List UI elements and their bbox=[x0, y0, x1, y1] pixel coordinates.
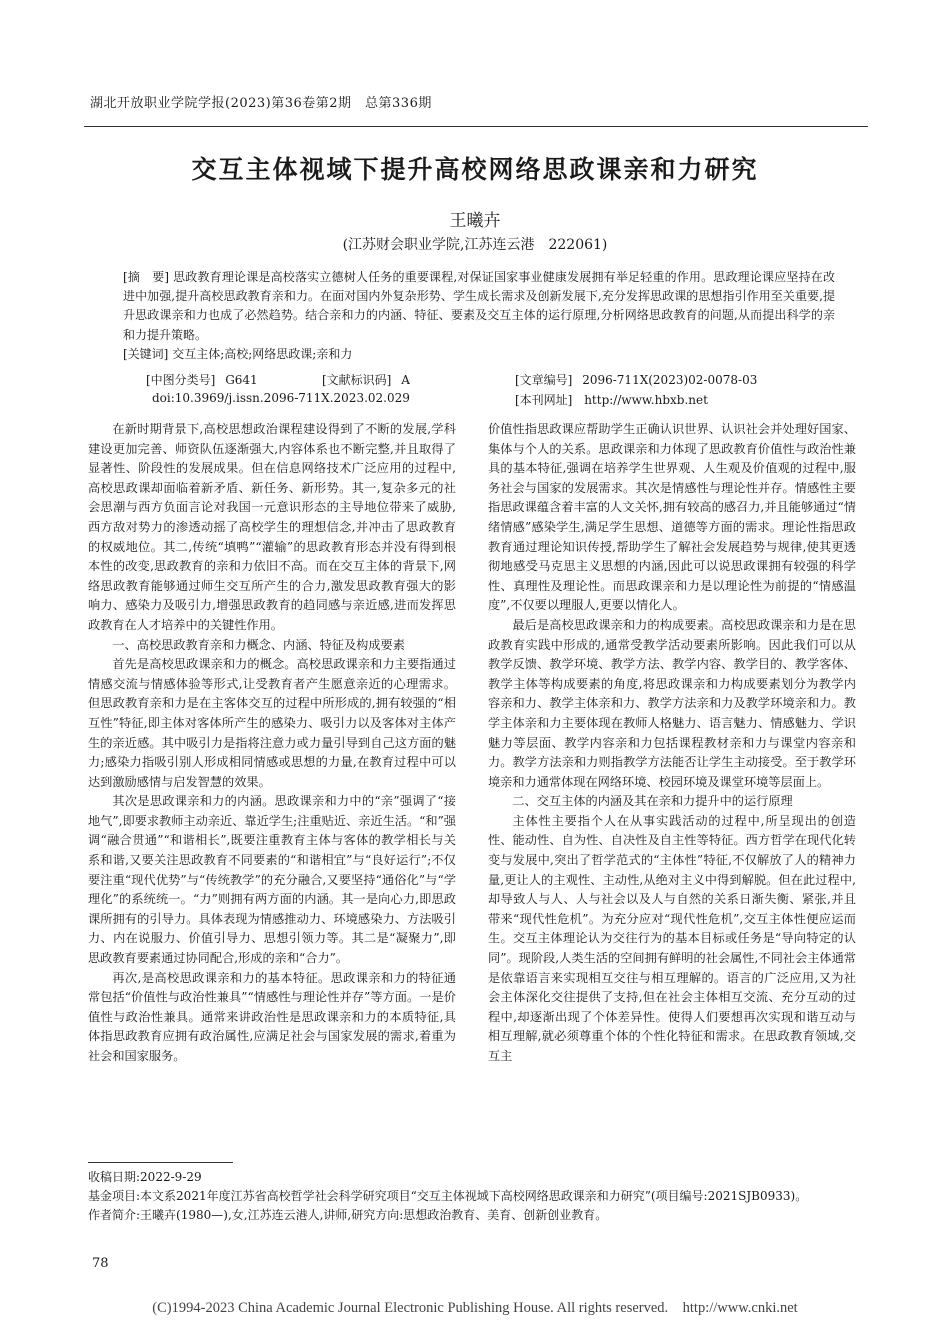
clc-label: [中图分类号] bbox=[146, 373, 216, 387]
author-name: 王曦卉 bbox=[449, 211, 501, 231]
doc-code-value: A bbox=[401, 373, 410, 387]
author-affiliation: (江苏财会职业学院,江苏连云港 222061) bbox=[342, 237, 608, 253]
website-label: [本刊网址] bbox=[515, 393, 573, 407]
website-link[interactable]: http://www.hbxb.net bbox=[584, 393, 708, 407]
section-heading: 一、高校思政教育亲和力概念、内涵、特征及构成要素 bbox=[112, 637, 405, 652]
paragraph: 在新时期背景下,高校思想政治课程建设得到了不断的发展,学科建设更加完善、师资队伍逐渐强大,内容体系也不断完整,并且取得了显著性、阶段性的发展成果。但在信息网络技术广泛应用的过程中,高校思政课却面临着新矛盾、新任务、新形势。其一,复杂多元的社会思潮与西方负面言论对我国一元意识形态的主导地位带来了威胁,西方敌对势力的渗透动摇了高校学生的理想信念,并冲击了思政教育的权威地位。其二,传统“填鸭”“灌输”的思政教育形态并没有得到根本性的改变,思政教育的亲和力依旧不高。而在交互主体的背景下,网络思政教育能够通过师生交互所产生的合力,激发思政教育强大的影响力、感染力及吸引力,增强思政教育的趋同感与亲近感,进而发挥思政教育在人才培养中的关键性作用。 bbox=[88, 422, 456, 632]
body-column-left bbox=[88, 420, 456, 1067]
paragraph: 价值性指思政课应帮助学生正确认识世界、认识社会并处理好国家、集体与个人的关系。思政课亲和力体现了思政教育价值性与政治性兼具的基本特征,强调在培养学生世界观、人生观及价值观的过程中,服务社会与国家的发展需求。其次是情感性与理论性并存。情感性主要指思政课蕴含着丰富的人文关怀,拥有较高的感召力,并且能够通过“情绪情感”感染学生,满足学生思想、道德等方面的需求。理论性指思政教育通过理论知识传授,帮助学生了解社会发展趋势与规律,使其更透彻地感受马克思主义思想的内涵,因此可以说思政课拥有较强的科学性、真理性及理论性。而思政课亲和力是以理论性为前提的“情感温度”,不仅要以理服人,更要以情化人。 bbox=[488, 422, 856, 613]
keywords-label: [关键词] bbox=[123, 346, 169, 361]
paragraph: 再次,是高校思政课亲和力的基本特征。思政课亲和力的特征通常包括“价值性与政治性兼具”“情感性与理论性并存”等方面。一是价值性与政治性兼具。通常来讲政治性是思政课亲和力的本质特征,具体指思政教育应拥有政治属性,应满足社会与国家发展的需求,着重为社会和国家服务。 bbox=[88, 970, 456, 1063]
journal-header: 湖北开放职业学院学报(2023)第36卷第2期 总第336期 bbox=[90, 96, 432, 111]
article-no-row bbox=[515, 371, 757, 388]
author-bio: 作者简介:王曦卉(1980—),女,江苏连云港人,讲师,研究方向:思想政治教育、美育、创新创业教育。 bbox=[88, 1208, 608, 1222]
doi: doi:10.3969/j.issn.2096-711X.2023.02.029 bbox=[152, 391, 410, 405]
paragraph: 最后是高校思政课亲和力的构成要素。高校思政课亲和力是在思政教育实践中形成的,通常受教学活动要素所影响。因此我们可以从教学反馈、教学环境、教学方法、教学内容、教学目的、教学客体、教学主体等构成要素的角度,将思政课亲和力构成要素划分为教学内容亲和力、教学主体亲和力、教学方法亲和力及教学环境亲和力。教学主体亲和力主要体现在教师人格魅力、语言魅力、情感魅力、学识魅力等层面、教学内容亲和力包括课程教材亲和力与课堂内容亲和力。教学方法亲和力则指教学方法能否让学生主动接受。至于教学环境亲和力通常体现在网络环境、校园环境及课堂环境等层面上。 bbox=[488, 617, 856, 789]
body-column-right bbox=[488, 420, 856, 1067]
section-heading: 二、交互主体的内涵及其在亲和力提升中的运行原理 bbox=[512, 794, 793, 809]
keywords: 交互主体;高校;网络思政课;亲和力 bbox=[172, 346, 353, 361]
abstract-block bbox=[123, 268, 835, 364]
doc-code-row bbox=[322, 371, 410, 388]
header-rule bbox=[84, 126, 868, 127]
page-number: 78 bbox=[92, 1256, 109, 1271]
footnotes bbox=[88, 1168, 868, 1225]
clc-value: G641 bbox=[225, 373, 258, 387]
fund-note: 基金项目:本文系2021年度江苏省高校哲学社会科学研究项目“交互主体视域下高校网络思政课亲和力研究”(项目编号:2021SJB0933)。 bbox=[88, 1189, 808, 1203]
paragraph: 首先是高校思政课亲和力的概念。高校思政课亲和力主要指通过情感交流与情感体验等形式,让受教育者产生愿意亲近的心理需求。但思政教育亲和力是在主客体交互的过程中所形成的,拥有较强的“相互性”特征,即主体对客体所产生的感染力、吸引力以及客体对主体产生的亲近感。其中吸引力是指将注意力或力量引导到自己这方面的魅力;感染力指吸引别人形成相同情感或思想的力量,在教育过程中可以达到激励感情与启发智慧的效果。 bbox=[88, 657, 456, 789]
doc-code-label: [文献标识码] bbox=[322, 373, 392, 387]
abstract-label: [摘 要] bbox=[123, 270, 170, 284]
received-date: 收稿日期:2022-9-29 bbox=[88, 1170, 202, 1184]
article-no-label: [文章编号] bbox=[515, 373, 573, 387]
paragraph: 主体性主要指个人在从事实践活动的过程中,所呈现出的创造性、能动性、自为性、自决性及自主性等特征。西方哲学在现代化转变与发展中,突出了哲学范式的“主体性”特征,不仅解放了人的精神力量,更让人的主观性、主动性,从绝对主义中得到解脱。但在此过程中,却导致人与人、人与社会以及人与自然的关系日渐失衡、紧张,并且带来“现代性危机”。为充分应对“现代性危机”,交互主体性便应运而生。交互主体理论认为交往行为的基本目标或任务是“导向特定的认同”。现阶段,人类生活的空间拥有鲜明的社会属性,不同社会主体通常是依靠语言来实现相互交往与相互理解的。语言的广泛应用,又为社会主体深化交往提供了支持,但在社会主体相互交流、充分互动的过程中,却逐渐出现了个体差异性。使得人们要想再次实现和谐互动与相互理解,就必须尊重个体的个性化特征和需求。在思政教育领域,交互主 bbox=[488, 813, 856, 1063]
paragraph: 其次是思政课亲和力的内涵。思政课亲和力中的“亲”强调了“接地气”,即要求教师主动亲近、靠近学生;注重贴近、亲近生活。“和”强调“融合贯通”“和谐相长”,既要注重教育主体与客体的教学相长与关系和谐,又要关注思政教育不同要素的“和谐相宜”与“良好运行”;不仅要注重“现代优势”与“传统教学”的充分融合,又要坚持“通俗化”与“学理化”的系统统一。“力”则拥有两方面的内涵。其一是向心力,即思政课所拥有的引导力。具体表现为情感推动力、环境感染力、方法吸引力、内在说服力、价值引导力、思想引领力等。其二是“凝聚力”,即思政教育要素通过协同配合,形成的亲和“合力”。 bbox=[88, 794, 456, 966]
article-title: 交互主体视域下提升高校网络思政课亲和力研究 bbox=[191, 155, 759, 184]
website-row bbox=[515, 391, 708, 408]
copyright-notice: (C)1994-2023 China Academic Journal Electronic Publishing House. All rights reserved. http://www.cnki.net bbox=[152, 1300, 798, 1316]
clc-row bbox=[146, 371, 258, 388]
footnote-rule bbox=[88, 1162, 233, 1163]
abstract-text: 思政教育理论课是高校落实立德树人任务的重要课程,对保证国家事业健康发展拥有举足轻重的作用。思政理论课应坚持在改进中加强,提升高校思政教育亲和力。在面对国内外复杂形势、学生成长需求及创新发展下,充分发挥思政课的思想指引作用至关重要,提升思政课亲和力也成了必然趋势。结合亲和力的内涵、特征、要素及交互主体的运行原理,分析网络思政教育的问题,从而提出科学的亲和力提升策略。 bbox=[123, 270, 835, 342]
article-no-value: 2096-711X(2023)02-0078-03 bbox=[582, 373, 758, 387]
